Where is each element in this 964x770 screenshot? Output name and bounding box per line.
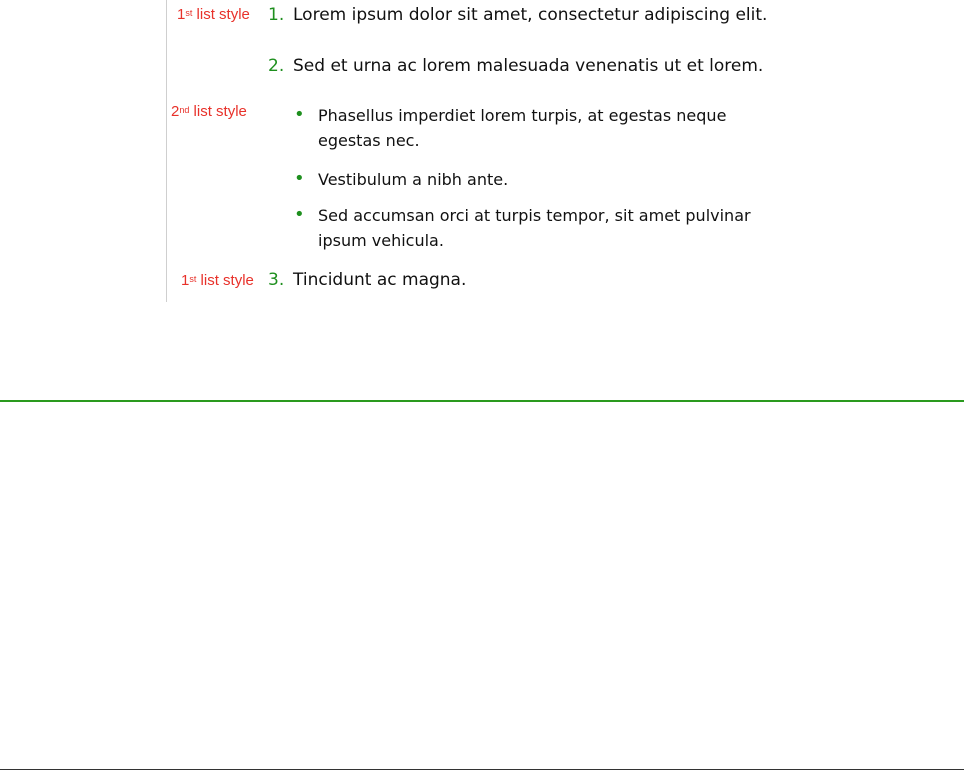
bullet-icon: •	[294, 104, 305, 125]
left-margin-rule	[166, 0, 167, 302]
annotation-label: list style	[189, 103, 247, 120]
sub-list-item-text: Sed accumsan orci at turpis tempor, sit amet pulvinar ipsum vehicula.	[318, 206, 751, 250]
section-divider	[0, 400, 964, 402]
annotation-second-list-style	[171, 103, 247, 121]
list-item-marker: 3.	[268, 270, 285, 290]
list-item-marker: 1.	[268, 5, 285, 25]
annotation-number: 2	[171, 103, 180, 120]
annotation-number: 1	[181, 272, 190, 289]
bullet-icon: •	[294, 204, 305, 225]
sub-list-item-text: Vestibulum a nibh ante.	[318, 170, 509, 189]
annotation-number: 1	[177, 6, 186, 23]
annotation-ordinal: nd	[179, 105, 190, 115]
list-item-marker: 2.	[268, 56, 285, 76]
bullet-icon: •	[294, 168, 305, 189]
annotation-first-list-style-resumed	[181, 272, 254, 290]
annotation-first-list-style	[177, 6, 250, 24]
list-item-text: Sed et urna ac lorem malesuada venenatis ut et lorem.	[293, 56, 764, 76]
annotation-label: list style	[196, 272, 254, 289]
annotation-ordinal: st	[185, 8, 193, 18]
annotation-ordinal: st	[189, 274, 197, 284]
sub-list-item-text: Phasellus imperdiet lorem turpis, at egestas neque egestas nec.	[318, 106, 727, 150]
annotation-label: list style	[192, 6, 250, 23]
list-item-text: Tincidunt ac magna.	[293, 270, 467, 290]
list-item-text: Lorem ipsum dolor sit amet, consectetur adipiscing elit.	[293, 5, 768, 25]
